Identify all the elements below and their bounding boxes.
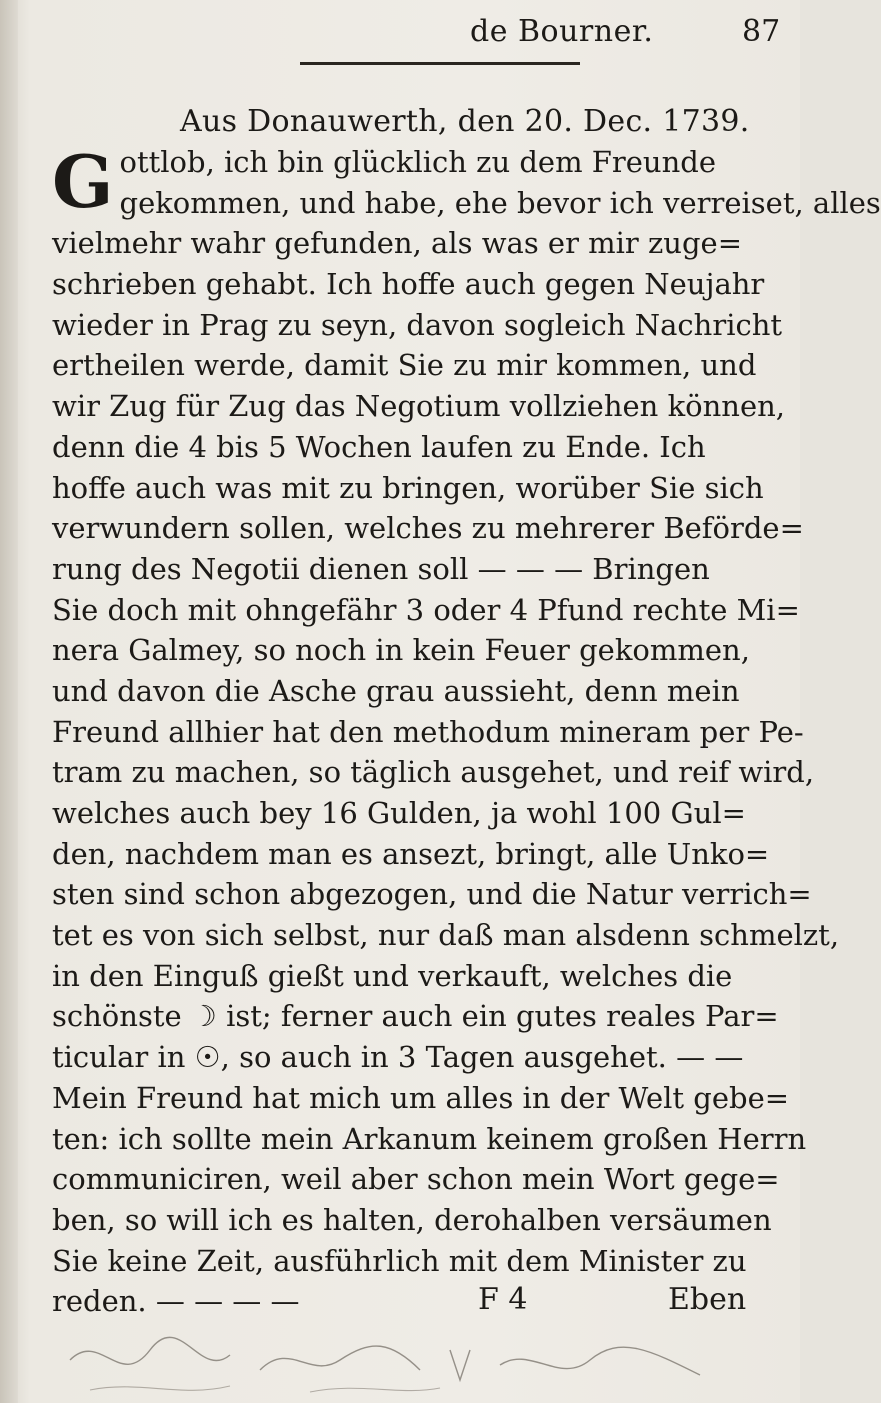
text-line: in den Einguß gießt und verkauft, welches die: [52, 958, 733, 993]
text-line: nera Galmey, so noch in kein Feuer gekommen,: [52, 633, 750, 668]
text-line: tram zu machen, so täglich ausgehet, und reif wird,: [52, 755, 815, 790]
text-line: rung des Negotii dienen soll — — — Bringen: [52, 551, 710, 586]
text-line: den, nachdem man es ansezt, bringt, alle Unko=: [52, 836, 770, 871]
text-line: Sie keine Zeit, ausführlich mit dem Minister zu: [52, 1243, 747, 1278]
text-line: wir Zug für Zug das Negotium vollziehen können,: [52, 389, 786, 424]
dateline: Aus Donauwerth, den 20. Dec. 1739.: [180, 104, 750, 139]
catchword: Eben: [668, 1282, 747, 1317]
text-line: Mein Freund hat mich um alles in der Welt gebe=: [52, 1080, 790, 1115]
text-line: gekommen, und habe, ehe bevor ich verreiset, alles: [119, 185, 881, 220]
text-line: schrieben gehabt. Ich hoffe auch gegen Neujahr: [52, 267, 765, 302]
text-line: schönste ☽ ist; ferner auch ein gutes reales Par=: [52, 999, 779, 1034]
text-line: tet es von sich selbst, nur daß man alsdenn schmelzt,: [52, 918, 840, 953]
text-line: wieder in Prag zu seyn, davon sogleich Nachricht: [52, 307, 783, 342]
letter-body: [52, 139, 881, 1322]
text-line: ertheilen werde, damit Sie zu mir kommen, und: [52, 348, 757, 383]
text-line: verwundern sollen, welches zu mehrerer Beförde=: [52, 511, 804, 546]
text-line: denn die 4 bis 5 Wochen laufen zu Ende. Ich: [52, 429, 706, 464]
text-line: Sie doch mit ohngefähr 3 oder 4 Pfund rechte Mi=: [52, 592, 800, 627]
signature-mark: F 4: [478, 1282, 528, 1317]
text-line: hoffe auch was mit zu bringen, worüber Sie sich: [52, 470, 764, 505]
text-line: und davon die Asche grau aussieht, denn mein: [52, 673, 740, 708]
text-line: sten sind schon abgezogen, und die Natur verrich=: [52, 877, 812, 912]
text-line: vielmehr wahr gefunden, als was er mir zuge=: [52, 226, 742, 261]
text-line: ben, so will ich es halten, derohalben versäumen: [52, 1202, 772, 1237]
page-footer: [0, 1282, 800, 1322]
text-line: ottlob, ich bin glücklich zu dem Freunde: [119, 145, 717, 179]
running-head: [0, 6, 800, 56]
drop-initial: G: [52, 139, 114, 224]
handwritten-marginalia: [60, 1320, 720, 1400]
text-line: ten: ich sollte mein Arkanum keinem großen Herrn: [52, 1121, 807, 1156]
text-line: ticular in ☉, so auch in 3 Tagen ausgehet. — —: [52, 1040, 744, 1075]
page-number: 87: [742, 14, 781, 49]
text-line: reden. — — — —: [52, 1284, 300, 1319]
text-line: Freund allhier hat den methodum mineram per Pe-: [52, 714, 804, 749]
text-line: welches auch bey 16 Gulden, ja wohl 100 Gul=: [52, 796, 746, 830]
header-rule: [300, 62, 580, 65]
running-head-title: de Bourner.: [470, 14, 654, 49]
page-gutter: [0, 0, 18, 1403]
text-line: communiciren, weil aber schon mein Wort gege=: [52, 1162, 780, 1197]
